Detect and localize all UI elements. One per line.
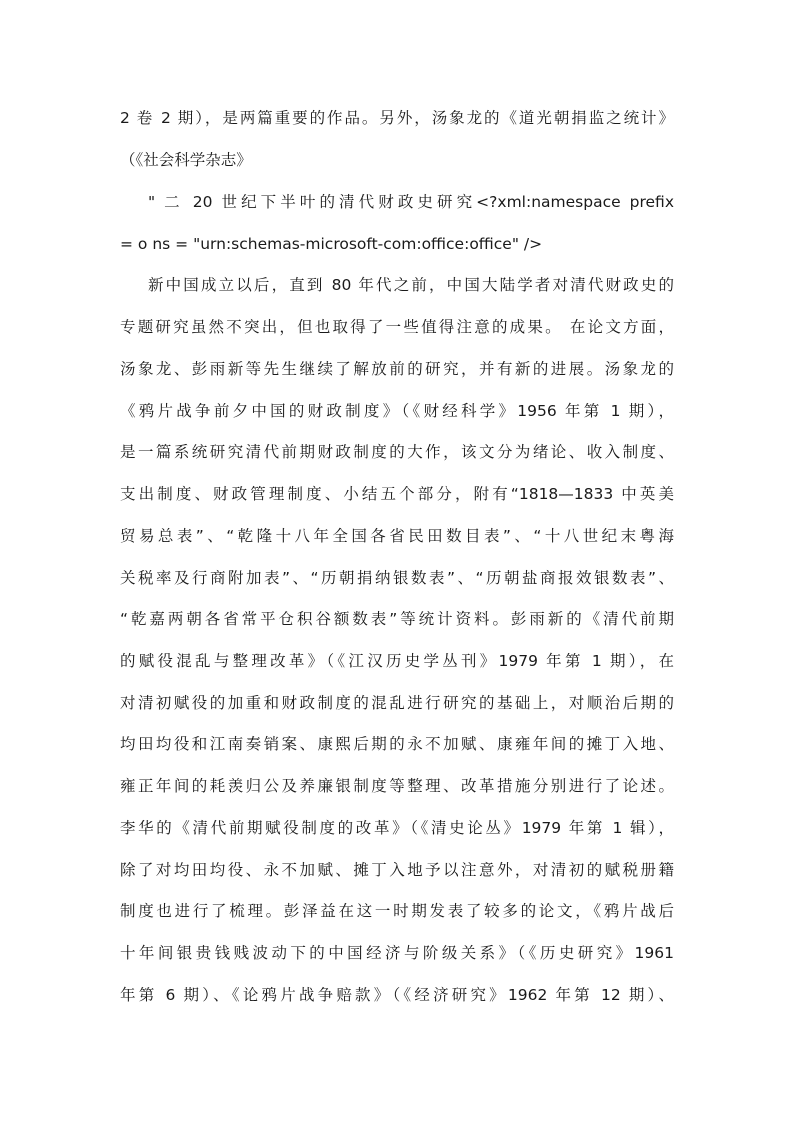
text-line: 是一篇系统研究清代前期财政制度的大作，该文分为绪论、收入制度、 [120, 443, 674, 461]
text-line: 关税率及行商附加表”、“历朝捐纳银数表”、“历朝盐商报效银数表”、 [120, 569, 674, 587]
text-line: （《社会科学杂志》 [120, 151, 252, 169]
text-line: 贸易总表”、“乾隆十八年全国各省民田数目表”、“十八世纪末粤海 [120, 527, 674, 545]
text-line: 李华的《清代前期赋役制度的改革》（《清史论丛》1979 年第 1 辑）， [120, 819, 674, 837]
text-line: 对清初赋役的加重和财政制度的混乱进行研究的基础上，对顺治后期的 [120, 694, 674, 712]
text-line: 雍正年间的耗羡归公及养廉银制度等整理、改革措施分别进行了论述。 [120, 777, 674, 795]
text-line: 汤象龙、彭雨新等先生继续了解放前的研究，并有新的进展。汤象龙的 [120, 360, 674, 378]
section-heading-line: " 二 20 世纪下半叶的清代财政史研究<?xml:namespace prefix [148, 193, 674, 211]
text-line: 制度也进行了梳理。彭泽益在这一时期发表了较多的论文，《鸦片战后 [120, 902, 674, 920]
text-line: 支出制度、财政管理制度、小结五个部分，附有“1818—1833 中英美 [120, 485, 674, 503]
text-line: 专题研究虽然不突出，但也取得了一些值得注意的成果。 在论文方面， [120, 318, 674, 336]
text-line: 十年间银贵钱贱波动下的中国经济与阶级关系》（《历史研究》1961 [120, 944, 674, 962]
text-line: 年第 6 期）、《论鸦片战争赔款》（《经济研究》1962 年第 12 期）、 [120, 986, 674, 1004]
text-line: = o ns = "urn:schemas-microsoft-com:office:office" /> [120, 235, 543, 253]
text-line: 除了对均田均役、永不加赋、摊丁入地予以注意外，对清初的赋税册籍 [120, 861, 674, 879]
text-line: 《鸦片战争前夕中国的财政制度》（《财经科学》1956 年第 1 期）， [120, 402, 674, 420]
text-line: 2 卷 2 期），是两篇重要的作品。另外，汤象龙的《道光朝捐监之统计》 [120, 109, 674, 127]
paragraph-first-line: 新中国成立以后，直到 80 年代之前，中国大陆学者对清代财政史的 [148, 276, 674, 294]
text-line: 均田均役和江南奏销案、康熙后期的永不加赋、康雍年间的摊丁入地、 [120, 735, 674, 753]
text-line: “乾嘉两朝各省常平仓积谷额数表”等统计资料。彭雨新的《清代前期 [120, 610, 674, 628]
text-line: 的赋役混乱与整理改革》（《江汉历史学丛刊》1979 年第 1 期），在 [120, 652, 674, 670]
